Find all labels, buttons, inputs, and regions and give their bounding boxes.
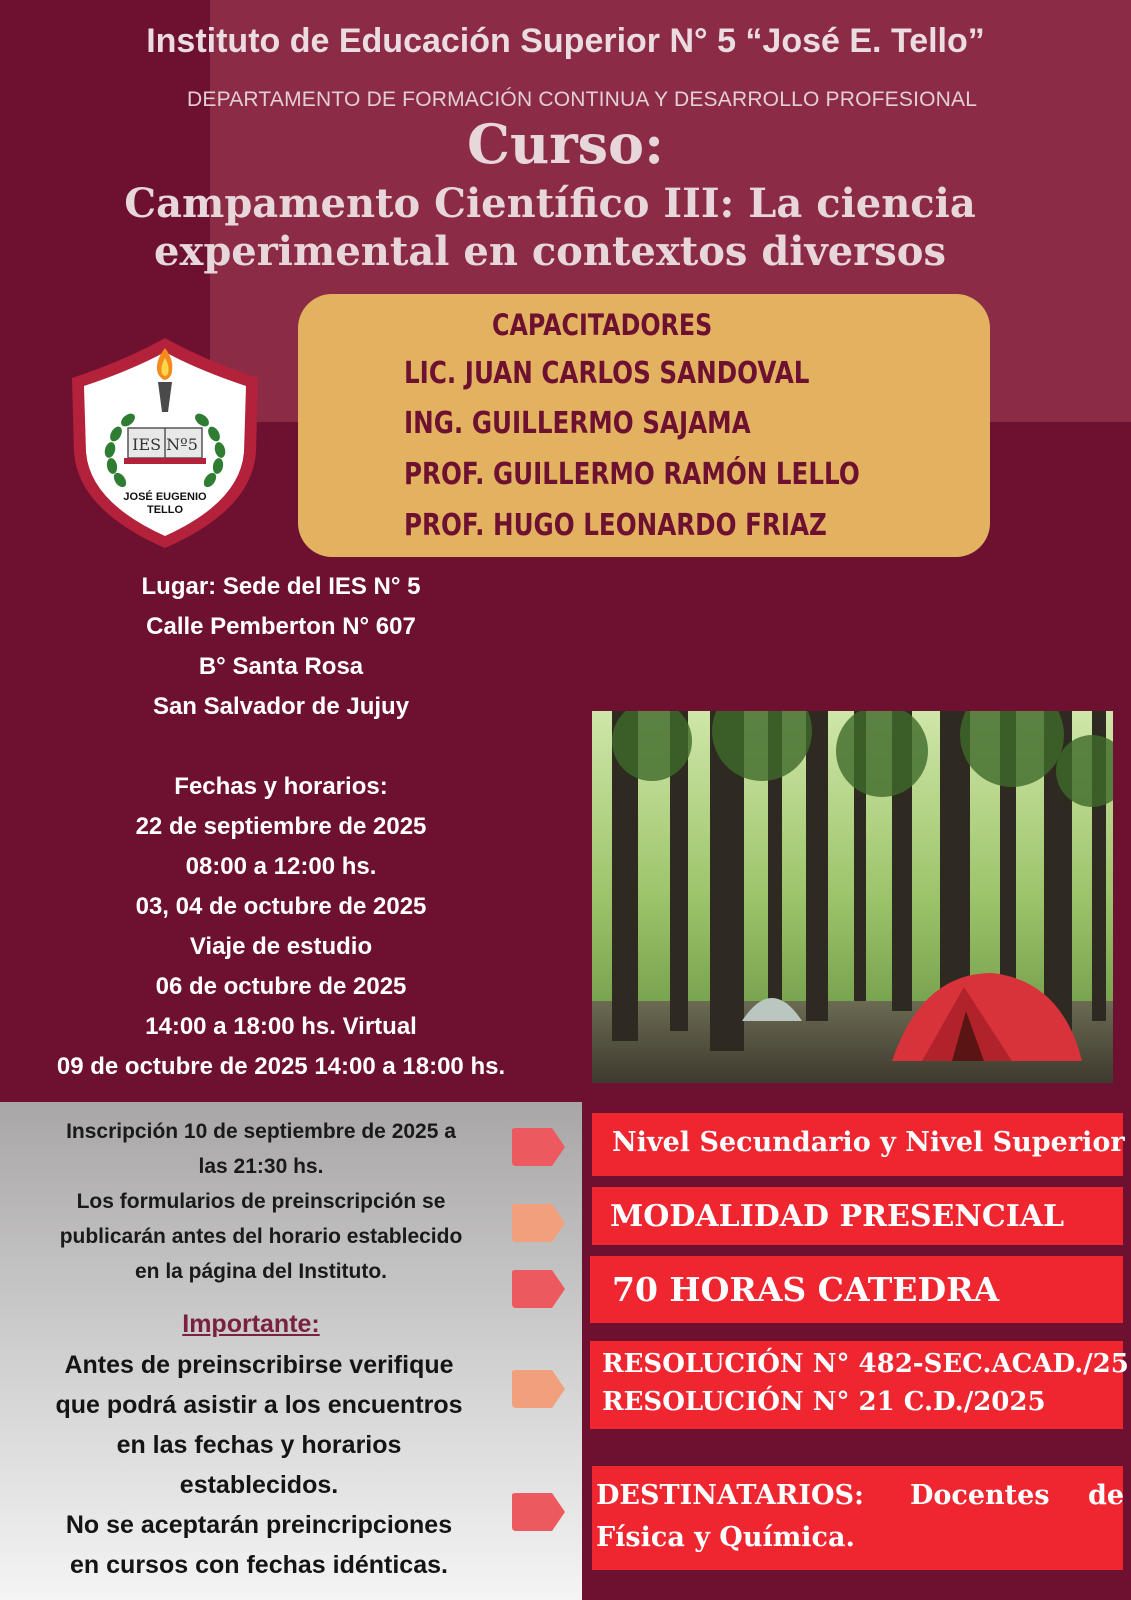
fechas-line: 06 de octubre de 2025 bbox=[155, 973, 407, 1000]
importante-line: que podrá asistir a los encuentros bbox=[55, 1391, 463, 1419]
curso-label: Curso: bbox=[466, 112, 665, 176]
importante-line: en las fechas y horarios bbox=[116, 1431, 402, 1459]
inscripcion-line: Los formularios de preinscripción se bbox=[76, 1190, 446, 1213]
lugar-line: San Salvador de Jujuy bbox=[152, 693, 410, 720]
nivel-box bbox=[592, 1113, 1123, 1176]
capacitador-item: PROF. GUILLERMO RAMÓN LELLO bbox=[404, 457, 860, 492]
lugar-line: Calle Pemberton N° 607 bbox=[146, 613, 416, 640]
capacitadores-box bbox=[298, 294, 990, 557]
capacitadores-title: CAPACITADORES bbox=[492, 308, 713, 342]
resolucion-2-text: RESOLUCIÓN N° 21 C.D./2025 bbox=[602, 1387, 1046, 1417]
capacitador-item: ING. GUILLERMO SAJAMA bbox=[404, 406, 751, 441]
arrow-right-icon bbox=[510, 1126, 566, 1168]
importante-line: en cursos con fechas idénticas. bbox=[70, 1551, 448, 1579]
department-subtitle: DEPARTAMENTO DE FORMACIÓN CONTINUA Y DESARROLLO PROFESIONAL bbox=[187, 88, 978, 111]
fechas-line: Viaje de estudio bbox=[189, 933, 373, 960]
logo-name-line-1: JOSÉ EUGENIO bbox=[123, 491, 207, 503]
logo-name-line-2: TELLO bbox=[146, 504, 184, 516]
fechas-line: 08:00 a 12:00 hs. bbox=[185, 853, 377, 880]
arrow-right-icon bbox=[510, 1368, 566, 1410]
inscripcion-line: Inscripción 10 de septiembre de 2025 a bbox=[66, 1120, 456, 1143]
lugar-block bbox=[0, 567, 562, 727]
fechas-line: Fechas y horarios: bbox=[174, 773, 388, 800]
fechas-line: 03, 04 de octubre de 2025 bbox=[135, 893, 427, 920]
importante-line: No se aceptarán preincripciones bbox=[65, 1511, 453, 1539]
inscripcion-block bbox=[14, 1114, 508, 1289]
fechas-line: 22 de septiembre de 2025 bbox=[135, 813, 427, 840]
lugar-line: B° Santa Rosa bbox=[198, 653, 364, 680]
importante-text bbox=[14, 1345, 504, 1585]
course-name bbox=[80, 180, 1020, 276]
inscripcion-line: en la página del Instituto. bbox=[134, 1260, 388, 1283]
ies-shield-logo bbox=[66, 334, 264, 552]
capacitador-item: PROF. HUGO LEONARDO FRIAZ bbox=[404, 508, 827, 543]
course-name-line-2: experimental en contextos diversos bbox=[154, 228, 946, 275]
fechas-block bbox=[0, 767, 562, 1087]
capacitador-item: LIC. JUAN CARLOS SANDOVAL bbox=[404, 356, 810, 391]
destinatarios-label: DESTINATARIOS: bbox=[596, 1480, 864, 1511]
destinatarios-line-2: Física y Química. bbox=[596, 1522, 855, 1553]
inscripcion-line: las 21:30 hs. bbox=[198, 1155, 324, 1178]
horas-box bbox=[590, 1256, 1123, 1323]
horas-text: 70 HORAS CATEDRA bbox=[612, 1270, 1000, 1309]
resolucion-1-text: RESOLUCIÓN N° 482-SEC.ACAD./25 bbox=[602, 1349, 1129, 1379]
logo-badge-text: IES Nº5 bbox=[132, 435, 198, 454]
fechas-line: 14:00 a 18:00 hs. Virtual bbox=[145, 1013, 417, 1040]
importante-line: establecidos. bbox=[179, 1471, 339, 1499]
arrow-right-icon bbox=[510, 1491, 566, 1533]
importante-label: Importante: bbox=[182, 1310, 320, 1338]
camping-forest-photo bbox=[592, 711, 1113, 1083]
modalidad-box bbox=[592, 1187, 1123, 1245]
course-name-line-1: Campamento Científico III: La ciencia bbox=[124, 180, 976, 227]
nivel-text: Nivel Secundario y Nivel Superior bbox=[612, 1127, 1125, 1158]
arrow-right-icon bbox=[510, 1268, 566, 1310]
lugar-line: Lugar: Sede del IES N° 5 bbox=[141, 573, 421, 600]
inscripcion-line: publicarán antes del horario establecido bbox=[59, 1225, 463, 1248]
destinatarios-box bbox=[592, 1466, 1123, 1570]
arrow-right-icon bbox=[510, 1202, 566, 1244]
resolucion-box bbox=[590, 1341, 1129, 1429]
destinatarios-word: de bbox=[1088, 1480, 1125, 1511]
importante-line: Antes de preinscribirse verifique bbox=[64, 1351, 454, 1379]
modalidad-text: MODALIDAD PRESENCIAL bbox=[610, 1199, 1065, 1234]
institution-title: Instituto de Educación Superior N° 5 “José E. Tello” bbox=[146, 22, 985, 60]
destinatarios-word: Docentes bbox=[910, 1480, 1050, 1511]
fechas-line: 09 de octubre de 2025 14:00 a 18:00 hs. bbox=[56, 1053, 506, 1080]
